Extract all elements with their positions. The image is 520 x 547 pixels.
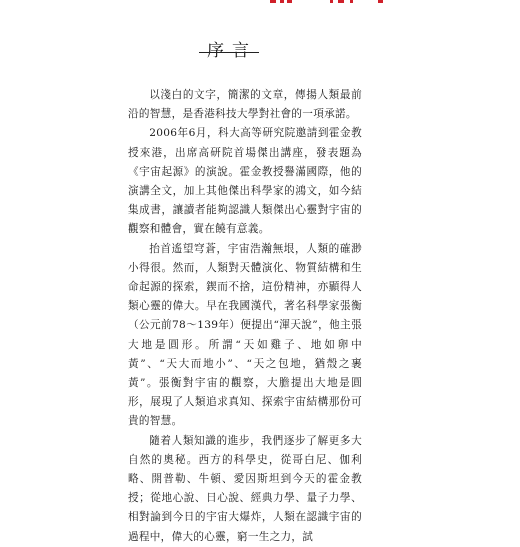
paragraph-1: 以淺白的文字，簡潔的文章，傳揚人類最前沿的智慧，是香港科技大學對社會的一項承諾。 — [128, 89, 362, 121]
paragraph-3: 抬首遙望穹蒼，宇宙浩瀚無垠，人類的確渺小得很。然而，人類對天體演化、物質結構和生命起源的探索，鍥而不捨，這份精神，亦顯得人類心靈的偉大。早在我國漢代，著名科學家張衡（公元前78～139年）便提出“渾天說”，他主張大地是圓形。所謂“天如雞子、地如卵中黃”、“天大而地小”、“天之包地，猶殼之裹黃”。張衡對宇宙的觀察，大膽提出大地是圓形，展現了人類追求真知、探索宇宙結構那份可貴的智慧。 — [128, 242, 362, 428]
paragraph-2: 2006年6月，科大高等研究院邀請到霍金教授來港，出席高研院首場傑出講座，發表題為《宇宙起源》的演說。霍金教授譽滿國際，他的演講全文，加上其他傑出科學家的鴻文，如今結集成書，讓讀者能夠認識人類傑出心靈對宇宙的觀察和體會，實在饒有意義。 — [128, 127, 362, 236]
page-title: 序言 — [207, 41, 257, 61]
body-text — [128, 86, 362, 547]
title-underline — [199, 52, 259, 53]
paragraph-4: 隨着人類知識的進步，我們逐步了解更多大自然的奧秘。西方的科學史，從哥白尼、伽利略、開普勒、牛頓、愛因斯坦到今天的霍金教授；從地心說、日心說、經典力學、量子力學、相對論到今日的宇宙大爆炸，人類在認識宇宙的過程中，偉大的心靈，窮一生之力，試 — [128, 434, 362, 543]
page-title-wrap — [196, 36, 260, 61]
header-accent-marks — [270, 0, 390, 4]
